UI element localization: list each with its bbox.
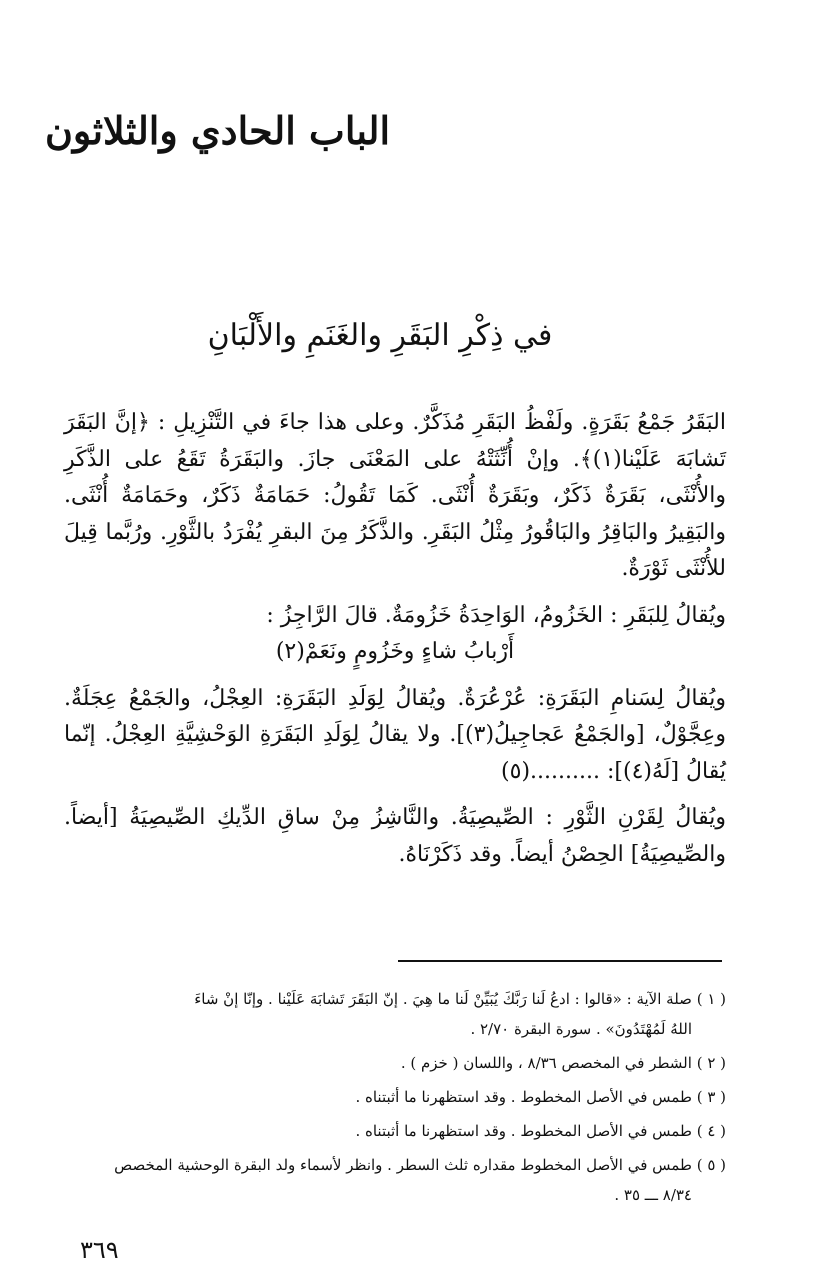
main-text [64, 405, 726, 873]
footnote-number: ( ٤ ) [696, 1122, 726, 1140]
footnote [80, 1150, 726, 1210]
footnote-number: ( ٥ ) [696, 1156, 726, 1174]
footnote [80, 1116, 726, 1146]
verse-line: أَرْبابُ شاءٍ وخَزُومٍ ونَعَمْ(٢) [275, 639, 515, 664]
footnote-text: طمس في الأصل المخطوط مقداره ثلث السطر . وانظر لأسماء ولد البقرة الوحشية المخصص [114, 1156, 692, 1174]
page-number: ٣٦٩ [80, 1236, 119, 1264]
paragraph: ويُقالُ لِقَرْنِ الثَّوْرِ : الصِّيصِيَةُ. والنَّاشِزُ مِنْ ساقِ الدِّيكِ الصِّيصِيَةُ [أيضاً. والصِّيصِيَةُ] الحِصْنُ أيضاً. وقد ذَكَرْنَاهُ. [64, 805, 726, 867]
paragraph: ويُقالُ لِلبَقَرِ : الخَزُومُ، الوَاحِدَةُ خَزُومَةٌ. قالَ الرَّاجِزُ : [266, 602, 726, 628]
footnote-separator [398, 960, 722, 962]
footnotes [80, 984, 726, 1214]
footnote-number: ( ١ ) [696, 990, 726, 1008]
section-title: في ذِكْرِ البَقَرِ والغَنَمِ والأَلْبَانِ [207, 318, 553, 353]
footnote [80, 1082, 726, 1112]
footnote-continuation: ٨/٣٤ ـــ ٣٥ . [614, 1186, 692, 1204]
chapter-title: الباب الحادي والثلاثون [44, 108, 390, 153]
footnote-number: ( ٣ ) [696, 1088, 726, 1106]
footnote-text: الشطر في المخصص ٨/٣٦ ، واللسان ( خزم ) . [400, 1054, 692, 1072]
footnote-continuation: اللهُ لَمُهْتَدُونَ» . سورة البقرة ٢/٧٠ . [470, 1020, 692, 1038]
footnote-number: ( ٢ ) [696, 1054, 726, 1072]
footnote [80, 1048, 726, 1078]
paragraph: البَقَرُ جَمْعُ بَقَرَةٍ. ولَفْظُ البَقَرِ مُذَكَّرٌ. وعلى هذا جاءَ في التَّنْزِيلِ : ﴿إنَّ البَقَرَ تَشابَهَ عَلَيْنا(١)﴾. وإنْ أُنِّثَتْهُ على المَعْنَى جازَ. والبَقَرَةُ تَقَعُ على الذَّكَرِ والأُنْثَى، بَقَرَةٌ ذَكَرٌ، وبَقَرَةٌ أُنْثَى. كَمَا تَقُولُ: حَمَامَةٌ ذَكَرٌ، وحَمَامَةٌ أُنْثَى. والبَقِيرُ والبَاقِرُ والبَاقُورُ مِثْلُ البَقَرِ. والذَّكَرُ مِنَ البقرِ يُفْرَدُ بالثَّوْرِ. ورُبَّما قِيلَ للأُنْثَى ثَوْرَةٌ. [64, 410, 726, 581]
footnote-text: طمس في الأصل المخطوط . وقد استظهرنا ما أثبتناه . [355, 1088, 692, 1106]
paragraph: ويُقالُ لِسَنامِ البَقَرَةِ: عُرْعُرَةٌ. ويُقالُ لِوَلَدِ البَقَرَةِ: العِجْلُ، والجَمْعُ عِجَلَةٌ. وعِجَّوْلٌ، [والجَمْعُ عَجاجِيلُ(٣)]. ولا يقالُ لِوَلَدِ البَقَرَةِ الوَحْشِيَّةِ العِجْلُ. إنّما يُقالُ [لَهُ(٤)]: ..........(٥) [64, 685, 726, 784]
footnote-text: طمس في الأصل المخطوط . وقد استظهرنا ما أثبتناه . [355, 1122, 692, 1140]
footnote-text: صلة الآية : «قالوا : ادعُ لَنا رَبَّكَ يُبَيِّنْ لَنا ما هِيَ . إنّ البَقَرَ تَشابَهَ عَلَيْنا . وإنّا إنْ شاءَ [194, 990, 692, 1008]
footnote [80, 984, 726, 1044]
